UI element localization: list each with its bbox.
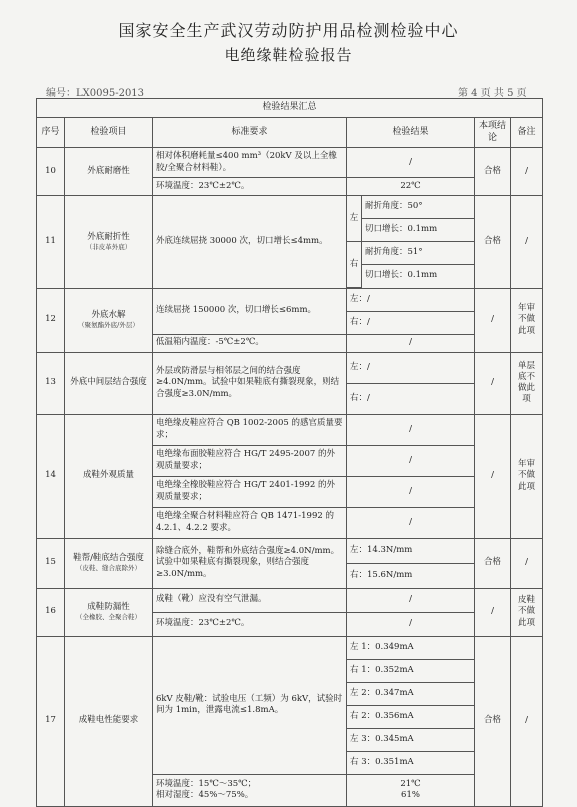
condition-line: 相对湿度：45%～75%。 [156, 790, 254, 800]
col-header-result: 检验结果 [347, 118, 475, 148]
row-condition-result: / [347, 612, 475, 636]
row-condition: 环境温度：23℃±2℃。 [153, 612, 347, 636]
side-label-right: 右 [347, 242, 362, 288]
row-requirement: 成鞋（靴）应没有空气泄漏。 [153, 588, 347, 612]
row-result: / [347, 507, 475, 538]
page-info: 第 4 页 共 5 页 [458, 88, 527, 99]
row-remark: 年审不做此项 [511, 414, 543, 538]
result-line: 左 1：0.349mA [347, 637, 474, 660]
result-line: 耐折角度：50° [362, 196, 475, 219]
row-result: / [347, 414, 475, 445]
row-result: / [347, 148, 475, 178]
report-title: 电绝缘鞋检验报告 [224, 46, 353, 64]
row-item: 外底中间层结合强度 [65, 352, 153, 414]
row-requirement: 相对体积磨耗量≤400 mm³（20kV 及以上全橡胶/全聚合材料鞋）。 [153, 148, 347, 178]
result-line: 右 3：0.351mA [350, 756, 414, 767]
row-condition-result: / [347, 334, 475, 352]
row-requirement: 6kV 皮鞋/靴：试验电压（工频）为 6kV，试验时间为 1min，泄露电流≤1.8mA。 [153, 636, 347, 774]
row-item: 外底耐磨性 [65, 148, 153, 196]
row-remark: 皮鞋不做此项 [511, 588, 543, 636]
row-remark: / [511, 636, 543, 806]
result-line: 切口增长：0.1mm [365, 270, 438, 281]
document-number: 编号：LX0095-2013 [46, 88, 145, 99]
result-line: 耐折角度：51° [362, 242, 475, 265]
col-header-requirement: 标准要求 [153, 118, 347, 148]
row-remark: 单层底不做此项 [511, 352, 543, 414]
row-no: 15 [37, 538, 65, 588]
organization-name: 国家安全生产武汉劳动防护用品检测检验中心 [118, 21, 459, 40]
row-requirement: 除缝合底外，鞋帮和外底结合强度≥4.0N/mm。试验中如果鞋底有撕裂现象，则结合强度≥3.0N/mm。 [153, 538, 347, 588]
result-line: 切口增长：0.1mm [362, 219, 475, 242]
row-requirement: 外底连续屈挠 30000 次，切口增长≤4mm。 [153, 196, 347, 289]
row-item [65, 588, 153, 636]
condition-result-line: 61% [401, 790, 420, 800]
row-condition [153, 774, 347, 806]
condition-line: 环境温度：15℃～35℃； [156, 778, 257, 789]
row-requirement: 电绝缘皮鞋应符合 QB 1002-2005 的感官质量要求； [153, 414, 347, 445]
row-requirement: 电绝缘全聚合材料鞋应符合 QB 1471-1992 的 4.2.1、4.2.2 要求。 [153, 507, 347, 538]
result-line: 左 2：0.347mA [347, 682, 474, 705]
row-requirement: 连续屈挠 150000 次，切口增长≤6mm。 [153, 288, 347, 334]
row-item-note: （非皮革外底） [85, 243, 132, 252]
row-conclusion: / [475, 352, 511, 414]
row-condition-result: 22℃ [347, 178, 475, 196]
result-line: 左：/ [347, 289, 474, 312]
row-item-label: 外底水解 [91, 310, 126, 321]
row-result: / [347, 445, 475, 476]
row-no: 12 [37, 288, 65, 352]
row-no: 14 [37, 414, 65, 538]
row-item-note: （全橡胶、全聚合鞋） [76, 613, 141, 622]
row-result-group [347, 636, 475, 774]
row-item: 成鞋外观质量 [65, 414, 153, 538]
row-remark: 年审不做此项 [511, 288, 543, 352]
row-conclusion: / [475, 414, 511, 538]
row-item-label: 成鞋防漏性 [87, 602, 130, 613]
row-condition: 低温箱内温度：-5℃±2℃。 [153, 334, 347, 352]
row-requirement: 电绝缘布面胶鞋应符合 HG/T 2495-2007 的外观质量要求； [153, 445, 347, 476]
row-result-group [347, 352, 475, 414]
row-item [65, 538, 153, 588]
result-line: 右 2：0.356mA [347, 705, 474, 728]
row-remark: / [511, 538, 543, 588]
result-line: 左 3：0.345mA [347, 728, 474, 751]
row-conclusion: 合格 [475, 538, 511, 588]
row-remark: / [511, 148, 543, 196]
row-conclusion: / [475, 288, 511, 352]
row-no: 17 [37, 636, 65, 806]
result-line: 右：/ [350, 316, 370, 327]
result-line: 右：15.6N/mm [350, 569, 413, 580]
row-result-group [347, 288, 475, 334]
row-no: 11 [37, 196, 65, 289]
col-header-item: 检验项目 [65, 118, 153, 148]
summary-title: 检验结果汇总 [37, 99, 543, 118]
row-item [65, 196, 153, 289]
condition-result-line: 21℃ [400, 778, 421, 789]
row-item-label: 鞋帮/鞋底结合强度 [73, 553, 144, 564]
row-requirement: 外层或防滑层与相邻层之间的结合强度≥4.0N/mm。试验中如果鞋底有撕裂现象，则结合强度≥3.0N/mm。 [153, 352, 347, 414]
row-remark: / [511, 196, 543, 289]
result-line: 右：/ [350, 392, 370, 403]
col-header-no: 序号 [37, 118, 65, 148]
row-conclusion: 合格 [475, 636, 511, 806]
row-result: / [347, 588, 475, 612]
row-result: / [347, 476, 475, 507]
row-requirement: 电绝缘全橡胶鞋应符合 HG/T 2401-1992 的外观质量要求； [153, 476, 347, 507]
row-condition-result [347, 774, 475, 806]
row-item-label: 外底耐折性 [87, 232, 130, 242]
row-item [65, 288, 153, 352]
results-table [36, 98, 543, 807]
row-condition: 环境温度：23℃±2℃。 [153, 178, 347, 196]
row-conclusion: 合格 [475, 148, 511, 196]
row-no: 13 [37, 352, 65, 414]
row-item-note: （聚氨酯外底/外层） [78, 321, 139, 330]
col-header-conclusion: 本项结论 [475, 118, 511, 148]
result-line: 右 1：0.352mA [347, 659, 474, 682]
col-header-remark: 备注 [511, 118, 543, 148]
row-result-group [347, 538, 475, 588]
result-line: 左：14.3N/mm [347, 539, 474, 564]
row-no: 10 [37, 148, 65, 196]
row-conclusion: / [475, 588, 511, 636]
result-line: 左：/ [347, 353, 474, 384]
row-item: 成鞋电性能要求 [65, 636, 153, 806]
row-no: 16 [37, 588, 65, 636]
side-label-left: 左 [347, 196, 362, 242]
row-item-note: （皮鞋、缝合底除外） [76, 564, 141, 573]
row-conclusion: 合格 [475, 196, 511, 289]
row-result-group [347, 196, 475, 289]
